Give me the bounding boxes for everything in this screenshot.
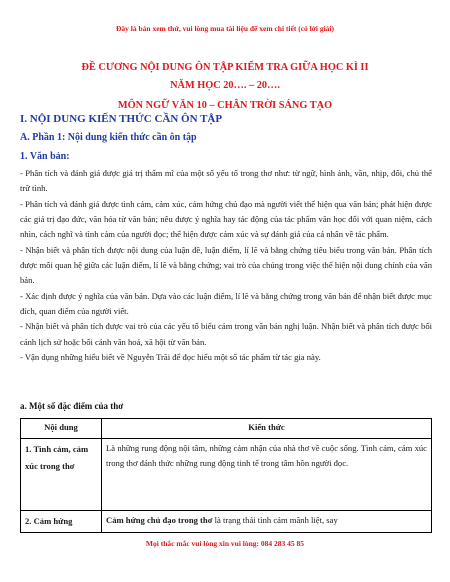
section-heading: I. NỘI DUNG KIẾN THỨC CẦN ÔN TẬP bbox=[20, 113, 223, 125]
paragraph: - Nhận biết và phân tích được vai trò của các yếu tố biểu cảm trong văn bản nghị luận. Nhận biết và phân tích được bối cảnh lịch sử hoặc bối cảnh văn hoá, xã hội từ văn bản. bbox=[20, 321, 432, 347]
paragraph: - Phân tích và đánh giá được giá trị thẩm mĩ của một số yếu tố trong thơ như: từ ngữ, hình ảnh, vần, nhịp, đối, chủ thể trữ tình. bbox=[20, 168, 432, 194]
paragraph: - Xác định được ý nghĩa của văn bản. Dựa vào các luận điểm, lí lẽ và bằng chứng trong văn bản để nhận biết được mục đích, quan điểm của người viết. bbox=[20, 290, 432, 317]
contact-notice: Mọi thắc mắc vui lòng xin vui lòng: 084 283 45 85 bbox=[145, 539, 305, 548]
content-cell bbox=[102, 511, 432, 533]
preview-notice: Đây là bản xem thử, vui lòng mua tài liệu để xem chi tiết (có lời giải) bbox=[115, 24, 335, 33]
part-heading: A. Phần 1: Nội dung kiến thức cần ôn tập bbox=[20, 132, 197, 143]
column-header: Kiến thức bbox=[102, 419, 432, 439]
paragraph: - Nhận biết và phân tích được nội dung của luận đề, luận điểm, lí lẽ và bằng chứng tiêu biểu trong văn bản. Phân tích được mối quan hệ giữa các luận điểm, lí lẽ và bằng chứng; vai trò của chúng trong việc thể hiện nội dung chính của văn bản. bbox=[20, 244, 432, 286]
subsection-heading: 1. Văn bản: bbox=[20, 151, 70, 162]
subject-title: MÔN NGỮ VĂN 10 – CHÂN TRỜI SÁNG TẠO bbox=[117, 100, 333, 111]
body-text bbox=[20, 166, 432, 365]
topic-cell: 2. Cảm hứng bbox=[21, 511, 102, 533]
table-row bbox=[21, 511, 432, 533]
poetry-features-table bbox=[20, 418, 432, 533]
document-title: ĐỀ CƯƠNG NỘI DUNG ÔN TẬP KIỂM TRA GIỮA HỌC KÌ II bbox=[81, 62, 369, 73]
school-year: NĂM HỌC 20…. – 20…. bbox=[170, 80, 280, 91]
paragraph: - Vận dụng những hiểu biết về Nguyễn Trãi để đọc hiểu một số tác phẩm từ tác gia này. bbox=[20, 352, 321, 363]
column-header: Nội dung bbox=[21, 419, 102, 439]
table-row bbox=[21, 439, 432, 511]
cell-text: là trạng thái tình cảm mãnh liệt, say bbox=[212, 515, 338, 525]
content-cell: Là những rung động nội tâm, những cảm nhận của nhà thơ về cuộc sống. Tình cảm, cảm xúc trong thơ đánh thức những rung động tinh tế trong tâm hồn người đọc. bbox=[102, 439, 432, 511]
bold-term: Cảm hứng chủ đạo trong thơ bbox=[106, 515, 213, 525]
paragraph: - Phân tích và đánh giá được tình cảm, cảm xúc, cảm hứng chủ đạo mà người viết thể hiện qua văn bản; phát hiện được các giá trị đạo đức, văn hóa từ văn bản; nêu được ý nghĩa hay tác động của tác phẩm văn học đối với quan niệm, cách nhìn, cách nghĩ và tình cảm của người đọc; thể hiện được cảm xúc và sự đánh giá của cá nhân về tác phẩm. bbox=[20, 198, 432, 240]
table-header-row bbox=[21, 419, 432, 439]
table-caption: a. Một số đặc điểm của thơ bbox=[20, 401, 124, 411]
topic-cell: 1. Tình cảm, cảm xúc trong thơ bbox=[21, 439, 102, 511]
